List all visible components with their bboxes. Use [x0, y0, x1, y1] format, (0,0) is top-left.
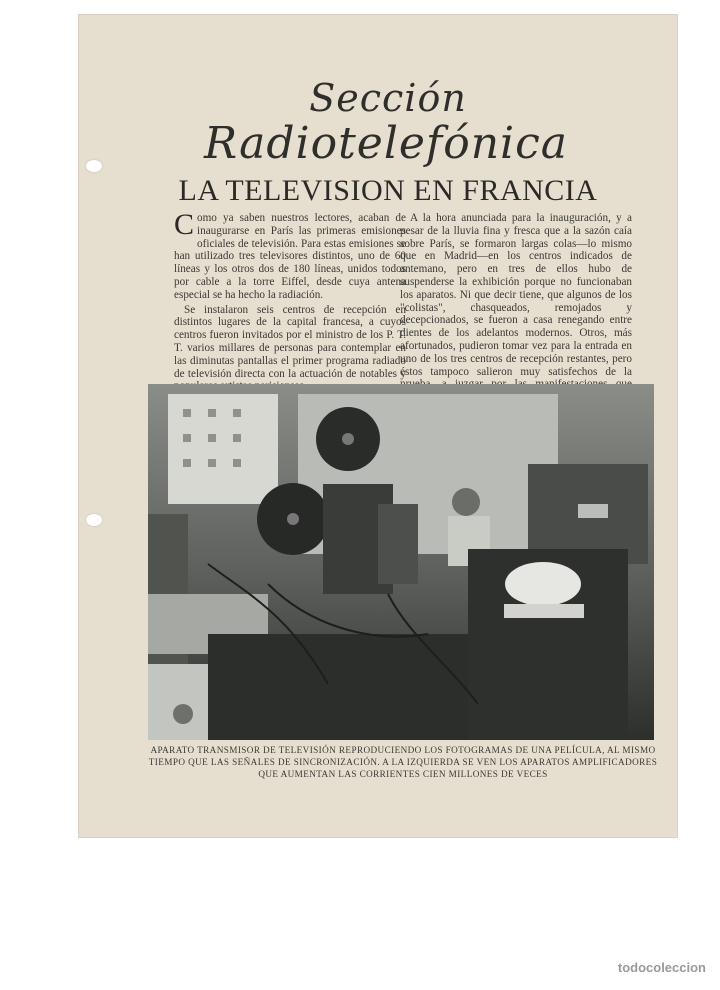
- paragraph: A la hora anunciada para la inauguración, y a pesar de la lluvia fina y fresca que a la sazón caía sobre París, se formaron largas colas—lo mismo que en Madrid—en los centros indicados de antemano, pero en tres de ellos hubo de suspenderse la exhibición porque no funcionaban los aparatos. Ni que decir tiene, que algunos de los "colistas", chasqueados, remojados y decepcionados, se fueron a casa renegando entre dientes de los adelantos modernos. Otros, más afortunados, pudieron tomar vez para la entrada en uno de los tres centros de recepción restantes, pero éstos tampoco salieron muy satisfechos de la: [400, 212, 632, 378]
- column-right: [400, 212, 632, 406]
- section-title-line2: Radiotelefónica: [204, 118, 568, 169]
- photo-caption: APARATO TRANSMISOR DE TELEVISIÓN REPRODUCIENDO LOS FOTOGRAMAS DE UNA PELÍCULA, AL MISMO TIEMPO QUE LAS SEÑALES DE SINCRONIZACIÓN. A LA IZQUIERDA SE VEN LOS APARATOS AMPLIFICADORES QUE AUMENTAN LAS CORRIENTES CIEN MILLONES DE VECES: [148, 745, 658, 779]
- column-left: [174, 208, 406, 395]
- drop-cap: C: [174, 208, 195, 241]
- section-title-line1: Sección: [309, 76, 467, 120]
- watermark-logo: todocoleccion: [617, 960, 706, 975]
- magazine-page: [78, 14, 678, 838]
- paragraph: Como ya saben nuestros lectores, acaban de inaugurarse en París las primeras emisiones oficiales de televisión. Para estas emisiones se han utilizado tres televisores distintos, uno de 60 líneas y los otros dos de 180 líneas, unidos todos por cable a la torre Eiffel, desde cuya antena especial se ha hecho la radiación.: [174, 208, 406, 301]
- punch-hole: [86, 514, 102, 526]
- paragraph: Se instalaron seis centros de recepción en distintos lugares de la capital francesa, a cuyos centros fueron invitados por el ministro de los P. T. T. varios millares de personas para contemplar en las diminutas pantallas el primer programa radiado de televisión directa con la actuación de notables y: [174, 303, 406, 380]
- headline: LA TELEVISION EN FRANCIA: [178, 174, 598, 207]
- photo-television-transmitter: [148, 384, 654, 740]
